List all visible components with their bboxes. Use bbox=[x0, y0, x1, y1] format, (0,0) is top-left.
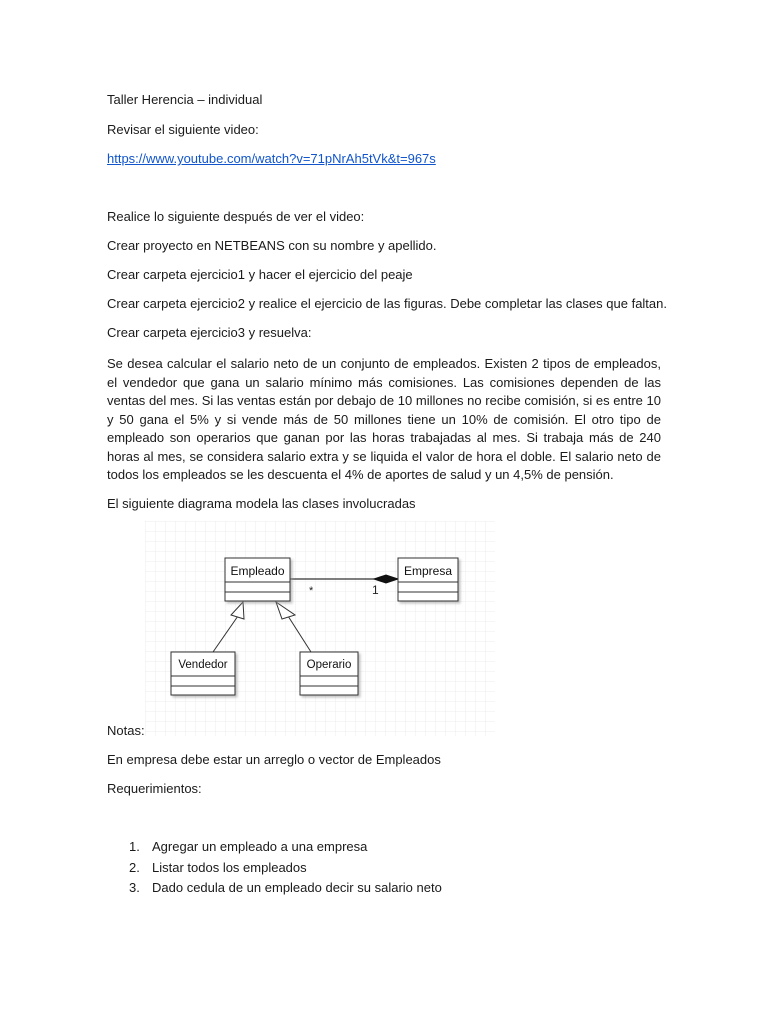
diagram-grid bbox=[145, 521, 495, 736]
class-empresa-name: Empresa bbox=[403, 564, 453, 578]
video-prompt: Revisar el siguiente video: bbox=[107, 122, 259, 137]
note-1: En empresa debe estar un arreglo o vector de Empleados bbox=[107, 752, 441, 767]
notes-label: Notas: bbox=[107, 723, 145, 738]
video-link[interactable]: https://www.youtube.com/watch?v=71pNrAh5tVk&t=967s bbox=[107, 151, 436, 166]
instruction-step-1: Crear proyecto en NETBEANS con su nombre y apellido. bbox=[107, 238, 437, 253]
class-vendedor-name: Vendedor bbox=[178, 659, 228, 671]
document-title: Taller Herencia – individual bbox=[107, 92, 263, 107]
uml-class-diagram bbox=[145, 521, 495, 736]
list-item-number: 3. bbox=[129, 880, 140, 895]
instructions-intro: Realice lo siguiente después de ver el video: bbox=[107, 209, 365, 224]
list-item-text: Listar todos los empleados bbox=[152, 859, 307, 875]
class-empleado-name: Empleado bbox=[230, 564, 285, 578]
list-item-text: Dado cedula de un empleado decir su salario neto bbox=[152, 880, 442, 895]
instruction-step-2: Crear carpeta ejercicio1 y hacer el ejercicio del peaje bbox=[107, 267, 413, 282]
instruction-step-4: Crear carpeta ejercicio3 y resuelva: bbox=[107, 325, 312, 340]
instruction-step-3: Crear carpeta ejercicio2 y realice el ejercicio de las figuras. Debe completar las clases que faltan. bbox=[107, 296, 667, 311]
multiplicity-many: * bbox=[309, 585, 314, 597]
problem-statement: Se desea calcular el salario neto de un conjunto de empleados. Existen 2 tipos de empleados, el vendedor que gana un salario mínimo más comisiones. Las comisiones dependen de las ventas del mes. Si las ventas están por debajo de 10 millones no recibe comisión, si es entre 10 y 50 gana el 5% y si vende más de 50 millones tiene un 10% de comisión. El otro tipo de empleado son operarios que ganan por las horas trabajadas al mes. Si trabaja más de 240 horas al mes, se considera salario extra y se liquida el valor de hora el doble. El salario neto de todos los empleados se les descuenta el 4% de aportes de salud y un 4,5% de pensión. bbox=[107, 356, 661, 482]
list-item-number: 2. bbox=[129, 859, 140, 875]
requirements-label: Requerimientos: bbox=[107, 781, 202, 796]
multiplicity-one: 1 bbox=[372, 583, 379, 597]
class-operario-name: Operario bbox=[306, 659, 352, 671]
diagram-caption: El siguiente diagrama modela las clases involucradas bbox=[107, 496, 416, 511]
list-item-number: 1. bbox=[129, 839, 140, 854]
list-item-text: Agregar un empleado a una empresa bbox=[152, 839, 368, 854]
